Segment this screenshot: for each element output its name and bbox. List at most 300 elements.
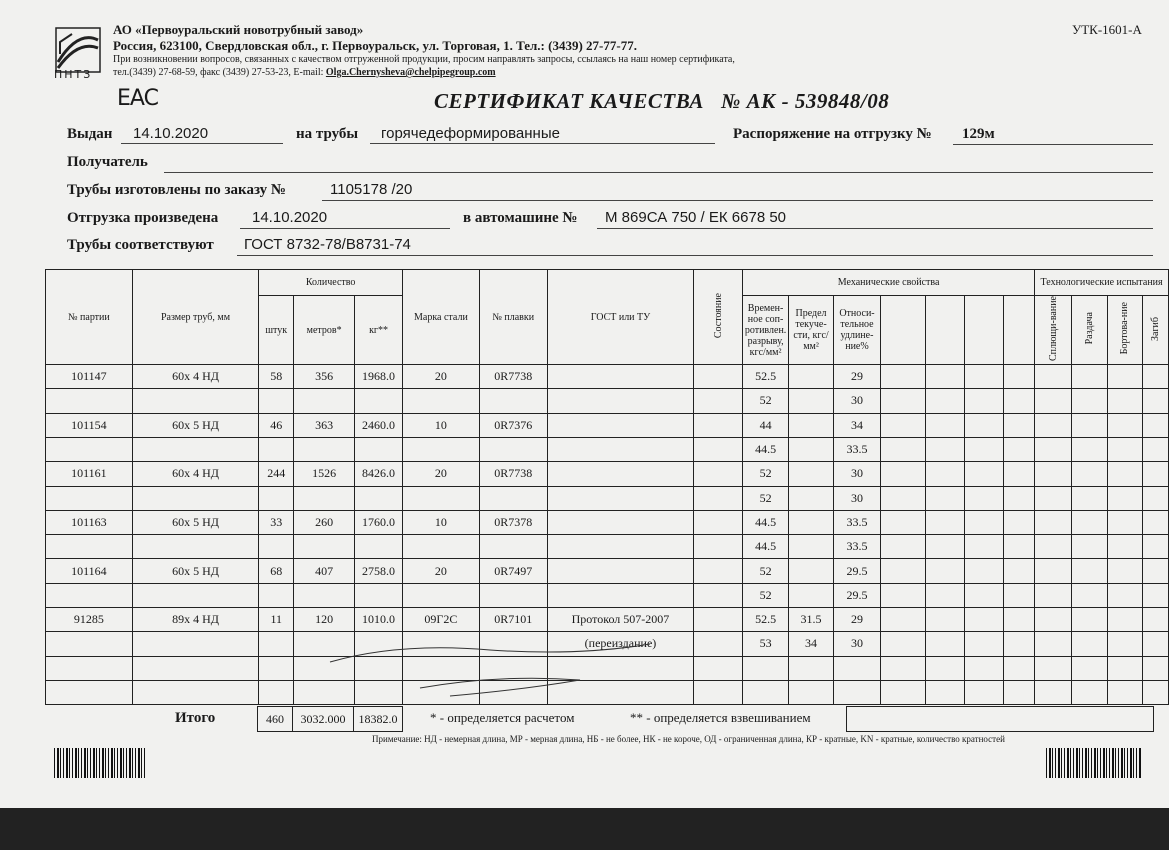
- cell-empty: [1107, 510, 1142, 534]
- cell-state: [694, 535, 743, 559]
- cell-gost: (переиздание): [547, 632, 694, 656]
- made-label: Трубы изготовлены по заказу №: [67, 182, 287, 198]
- truck-label: в автомашине №: [463, 210, 578, 226]
- cell-empty: [1072, 510, 1108, 534]
- cell-size: 60х 5 НД: [132, 559, 259, 583]
- cell-empty: [1142, 389, 1168, 413]
- cell-y: [789, 583, 834, 607]
- cell-e: [834, 680, 881, 704]
- cell-e: 30: [834, 632, 881, 656]
- cell-pcs: [259, 632, 294, 656]
- cell-empty: [925, 559, 964, 583]
- cell-empty: [964, 583, 1004, 607]
- recipient-label: Получатель: [67, 154, 148, 170]
- cell-empty: [880, 510, 925, 534]
- cell-empty: [1072, 583, 1108, 607]
- cell-empty: [1142, 510, 1168, 534]
- col-steel: Марка стали: [403, 270, 480, 365]
- cell-steel: [403, 583, 480, 607]
- cell-size: 60х 5 НД: [132, 413, 259, 437]
- cell-pcs: [259, 389, 294, 413]
- cell-batch: [46, 583, 133, 607]
- footnote: Примечание: НД - немерная длина, МР - мерная длина, НБ - не более, НК - не короче, ОД - ограниченная длина, КР - кратные, KN - кратные, количество кратностей: [372, 734, 1005, 744]
- cell-pcs: 11: [259, 608, 294, 632]
- cell-empty: [1107, 656, 1142, 680]
- barcode-left-icon: [54, 748, 146, 778]
- cell-empty: [1072, 608, 1108, 632]
- cell-empty: [1107, 680, 1142, 704]
- cell-empty: [964, 559, 1004, 583]
- cell-empty: [1035, 462, 1072, 486]
- cell-empty: [925, 608, 964, 632]
- cell-empty: [1035, 535, 1072, 559]
- expand-text: Раздача: [1084, 312, 1096, 345]
- cell-batch: [46, 656, 133, 680]
- cell-heat: 0R7378: [479, 510, 547, 534]
- col-batch: № партии: [46, 270, 133, 365]
- col-mech: Механические свойства: [743, 270, 1035, 296]
- order-label: Распоряжение на отгрузку №: [733, 126, 932, 142]
- flange-text: Бортова-ние: [1119, 302, 1131, 355]
- table-row: [46, 583, 1169, 607]
- eac-mark-icon: EAC: [117, 86, 158, 111]
- cell-t: 52: [743, 389, 789, 413]
- col-heat: № плавки: [479, 270, 547, 365]
- cert-no-label: № АК -: [721, 89, 790, 113]
- cell-gost: [547, 510, 694, 534]
- cell-e: 30: [834, 462, 881, 486]
- cell-empty: [964, 632, 1004, 656]
- cell-t: 52: [743, 486, 789, 510]
- cell-gost: Протокол 507-2007: [547, 608, 694, 632]
- cell-empty: [1072, 365, 1108, 389]
- cell-empty: [964, 486, 1004, 510]
- cell-empty: [925, 365, 964, 389]
- cell-t: 44: [743, 413, 789, 437]
- col-tech: Технологические испытания: [1035, 270, 1169, 296]
- cell-t: 52: [743, 462, 789, 486]
- cell-state: [694, 486, 743, 510]
- cell-empty: [880, 656, 925, 680]
- cell-empty: [1107, 462, 1142, 486]
- cell-kg: 1760.0: [355, 510, 403, 534]
- cell-empty: [1004, 462, 1035, 486]
- shipped-label: Отгрузка произведена: [67, 210, 219, 226]
- company-name: АО «Первоуральский новотрубный завод»: [113, 22, 364, 37]
- cell-y: [789, 680, 834, 704]
- cell-steel: [403, 535, 480, 559]
- cell-steel: 20: [403, 559, 480, 583]
- col-gost: ГОСТ или ТУ: [547, 270, 694, 365]
- cell-y: [789, 365, 834, 389]
- table-row: [46, 413, 1169, 437]
- col-tensile: Времен-ное соп-ротивлен. разрыву, кгс/мм²: [743, 296, 789, 365]
- cell-empty: [1142, 583, 1168, 607]
- cell-t: 44.5: [743, 510, 789, 534]
- cell-empty: [964, 535, 1004, 559]
- cell-kg: 8426.0: [355, 462, 403, 486]
- cell-m: 407: [294, 559, 355, 583]
- cell-steel: [403, 486, 480, 510]
- cell-empty: [880, 559, 925, 583]
- cell-empty: [1142, 680, 1168, 704]
- table-row: [46, 365, 1169, 389]
- totals-empty-box: [846, 706, 1154, 732]
- cell-empty: [1035, 389, 1072, 413]
- cell-empty: [1004, 365, 1035, 389]
- cell-empty: [1142, 462, 1168, 486]
- cell-steel: 10: [403, 510, 480, 534]
- col-flange: [1107, 296, 1142, 365]
- cell-steel: 20: [403, 365, 480, 389]
- cell-empty: [964, 656, 1004, 680]
- cell-gost: [547, 389, 694, 413]
- form-code: УТК-1601-А: [1072, 22, 1142, 37]
- cell-batch: 101161: [46, 462, 133, 486]
- cell-empty: [1004, 535, 1035, 559]
- cell-size: 60х 4 НД: [132, 365, 259, 389]
- col-kg: кг**: [355, 296, 403, 365]
- cell-empty: [964, 389, 1004, 413]
- cell-empty: [1004, 510, 1035, 534]
- cell-t: 52: [743, 583, 789, 607]
- cell-empty: [1004, 680, 1035, 704]
- cell-batch: [46, 389, 133, 413]
- cell-gost: [547, 365, 694, 389]
- cell-batch: 101164: [46, 559, 133, 583]
- cell-empty: [964, 462, 1004, 486]
- cell-kg: 2460.0: [355, 413, 403, 437]
- cell-empty: [1107, 632, 1142, 656]
- cell-empty: [1035, 632, 1072, 656]
- cell-m: [294, 389, 355, 413]
- cell-m: [294, 535, 355, 559]
- order-code: 1105178 /20: [330, 181, 413, 198]
- total-meters: 3032.000: [292, 706, 354, 732]
- cell-batch: 101154: [46, 413, 133, 437]
- cell-empty: [925, 535, 964, 559]
- logo-text: ПНТЗ: [54, 68, 93, 81]
- cell-empty: [1004, 389, 1035, 413]
- cell-empty: [925, 413, 964, 437]
- cell-empty: [1142, 632, 1168, 656]
- cell-kg: 2758.0: [355, 559, 403, 583]
- cell-size: [132, 389, 259, 413]
- cell-empty: [925, 680, 964, 704]
- cell-empty: [1142, 486, 1168, 510]
- cell-empty: [925, 632, 964, 656]
- cell-heat: [479, 437, 547, 461]
- cell-empty: [1004, 413, 1035, 437]
- cell-heat: 0R7738: [479, 365, 547, 389]
- cell-empty: [1107, 437, 1142, 461]
- conform-standard: ГОСТ 8732-78/В8731-74: [244, 236, 411, 253]
- truck-number: М 869СА 750 / ЕК 6678 50: [605, 209, 787, 226]
- cell-empty: [1035, 656, 1072, 680]
- cell-empty: [1107, 608, 1142, 632]
- table-row: [46, 437, 1169, 461]
- cell-heat: [479, 583, 547, 607]
- cell-gost: [547, 437, 694, 461]
- cell-gost: [547, 462, 694, 486]
- cell-kg: [355, 535, 403, 559]
- cell-y: [789, 656, 834, 680]
- cell-state: [694, 413, 743, 437]
- cell-m: 1526: [294, 462, 355, 486]
- cell-y: 31.5: [789, 608, 834, 632]
- cell-gost: [547, 413, 694, 437]
- scan-background: [0, 808, 1169, 850]
- cell-empty: [880, 680, 925, 704]
- cell-m: 363: [294, 413, 355, 437]
- cell-t: 44.5: [743, 437, 789, 461]
- cell-empty: [1072, 680, 1108, 704]
- cell-t: [743, 656, 789, 680]
- cell-empty: [1072, 413, 1108, 437]
- cell-empty: [1072, 462, 1108, 486]
- issued-date: 14.10.2020: [133, 125, 209, 142]
- table-row: [46, 559, 1169, 583]
- cell-heat: 0R7376: [479, 413, 547, 437]
- cell-empty: [1072, 656, 1108, 680]
- cell-heat: 0R7101: [479, 608, 547, 632]
- barcode-right-icon: [1046, 748, 1142, 778]
- cell-state: [694, 608, 743, 632]
- cell-pcs: 68: [259, 559, 294, 583]
- col-size: Размер труб, мм: [132, 270, 259, 365]
- cell-empty: [880, 535, 925, 559]
- cell-pcs: [259, 656, 294, 680]
- cell-empty: [1035, 365, 1072, 389]
- cell-size: 89х 4 НД: [132, 608, 259, 632]
- cell-steel: 10: [403, 413, 480, 437]
- bend-text: Загиб: [1149, 316, 1161, 341]
- cert-number: 539848/08: [794, 89, 890, 113]
- cell-size: [132, 680, 259, 704]
- table-row: [46, 486, 1169, 510]
- cell-pcs: 33: [259, 510, 294, 534]
- cell-empty: [1072, 437, 1108, 461]
- cell-empty: [1035, 608, 1072, 632]
- cell-e: 34: [834, 413, 881, 437]
- cell-empty: [880, 462, 925, 486]
- certificate-title: [434, 89, 889, 114]
- cell-empty: [925, 389, 964, 413]
- cell-empty: [925, 462, 964, 486]
- pipes-type: горячедеформированные: [381, 125, 560, 142]
- cell-empty: [1142, 413, 1168, 437]
- title-text: СЕРТИФИКАТ КАЧЕСТВА: [434, 89, 704, 113]
- cell-m: 120: [294, 608, 355, 632]
- cell-empty: [964, 437, 1004, 461]
- cell-e: 30: [834, 486, 881, 510]
- cell-empty: [1004, 583, 1035, 607]
- cell-e: 33.5: [834, 535, 881, 559]
- cell-e: 33.5: [834, 510, 881, 534]
- total-kg: 18382.0: [353, 706, 403, 732]
- email-link[interactable]: Olga.Chernysheva@chelpipegroup.com: [325, 67, 496, 78]
- col-state: [694, 270, 743, 365]
- cell-empty: [1107, 486, 1142, 510]
- cell-state: [694, 583, 743, 607]
- cell-size: [132, 583, 259, 607]
- col-elong: Относи-тельное удлине-ние%: [834, 296, 881, 365]
- cell-size: [132, 535, 259, 559]
- cell-steel: 09Г2С: [403, 608, 480, 632]
- cell-gost: [547, 535, 694, 559]
- cell-batch: [46, 632, 133, 656]
- cell-empty: [1072, 535, 1108, 559]
- cell-steel: 20: [403, 462, 480, 486]
- cell-e: 29: [834, 608, 881, 632]
- col-meters: метров*: [294, 296, 355, 365]
- cell-empty: [1107, 535, 1142, 559]
- flat-text: Сплющи-вание: [1047, 296, 1059, 362]
- cell-empty: [1072, 486, 1108, 510]
- cell-empty: [880, 583, 925, 607]
- cell-empty: [925, 486, 964, 510]
- table-row: [46, 462, 1169, 486]
- cell-e: 29: [834, 365, 881, 389]
- cell-empty: [880, 413, 925, 437]
- cell-size: [132, 486, 259, 510]
- cell-heat: 0R7738: [479, 462, 547, 486]
- table-row: [46, 608, 1169, 632]
- cell-t: 52: [743, 559, 789, 583]
- cell-kg: [355, 583, 403, 607]
- cell-y: [789, 559, 834, 583]
- cell-empty: [1107, 583, 1142, 607]
- cell-heat: 0R7497: [479, 559, 547, 583]
- cell-t: 53: [743, 632, 789, 656]
- cell-empty: [1004, 656, 1035, 680]
- cell-empty: [1072, 559, 1108, 583]
- cell-y: [789, 486, 834, 510]
- cell-empty: [1142, 559, 1168, 583]
- cell-empty: [925, 583, 964, 607]
- cell-m: [294, 486, 355, 510]
- cell-steel: [403, 437, 480, 461]
- cell-pcs: 244: [259, 462, 294, 486]
- cell-size: [132, 437, 259, 461]
- conform-label: Трубы соответствуют: [67, 237, 214, 253]
- cell-empty: [1035, 486, 1072, 510]
- cell-kg: 1968.0: [355, 365, 403, 389]
- cell-y: [789, 413, 834, 437]
- cell-empty: [1072, 632, 1108, 656]
- cell-e: 33.5: [834, 437, 881, 461]
- cell-empty: [925, 656, 964, 680]
- cell-empty: [1035, 510, 1072, 534]
- cell-state: [694, 437, 743, 461]
- cell-steel: [403, 389, 480, 413]
- cell-empty: [964, 680, 1004, 704]
- cell-state: [694, 389, 743, 413]
- cell-empty: [925, 437, 964, 461]
- contacts-line: [113, 67, 496, 78]
- note-weighed: ** - определяется взвешиванием: [630, 710, 811, 725]
- cell-empty: [1035, 680, 1072, 704]
- cell-pcs: [259, 535, 294, 559]
- cell-heat: [479, 486, 547, 510]
- cell-t: 44.5: [743, 535, 789, 559]
- cell-m: [294, 583, 355, 607]
- cell-pcs: [259, 680, 294, 704]
- cell-batch: 101147: [46, 365, 133, 389]
- cell-t: 52.5: [743, 365, 789, 389]
- cell-batch: [46, 535, 133, 559]
- cell-empty: [925, 510, 964, 534]
- cell-size: [132, 632, 259, 656]
- cell-size: 60х 4 НД: [132, 462, 259, 486]
- col-expand: [1072, 296, 1108, 365]
- cell-empty: [1004, 486, 1035, 510]
- cell-size: [132, 656, 259, 680]
- cell-state: [694, 510, 743, 534]
- cell-empty: [964, 365, 1004, 389]
- cell-y: [789, 389, 834, 413]
- cell-empty: [1004, 608, 1035, 632]
- company-address: Россия, 623100, Свердловская обл., г. Первоуральск, ул. Торговая, 1. Тел.: (3439) 27-77-77.: [113, 38, 637, 53]
- cell-empty: [880, 389, 925, 413]
- cell-empty: [1107, 365, 1142, 389]
- cell-empty: [1107, 559, 1142, 583]
- cell-empty: [880, 486, 925, 510]
- cell-e: 29.5: [834, 583, 881, 607]
- cell-batch: [46, 680, 133, 704]
- cell-empty: [964, 510, 1004, 534]
- notice-text: При возникновении вопросов, связанных с качеством отгруженной продукции, просим направлять запросы, ссылаясь на наш номер сертификата,: [113, 54, 735, 65]
- cell-empty: [880, 365, 925, 389]
- cell-batch: [46, 486, 133, 510]
- cell-empty: [1142, 437, 1168, 461]
- cell-t: [743, 680, 789, 704]
- cell-empty: [1142, 608, 1168, 632]
- cell-e: 30: [834, 389, 881, 413]
- cell-pcs: 46: [259, 413, 294, 437]
- cell-empty: [880, 632, 925, 656]
- cell-empty: [880, 437, 925, 461]
- cell-empty: [1142, 656, 1168, 680]
- col-qty: Количество: [259, 270, 403, 296]
- col-yield: Предел текуче-сти, кгс/мм²: [789, 296, 834, 365]
- table-row: [46, 510, 1169, 534]
- cell-batch: 101163: [46, 510, 133, 534]
- col-pcs: штук: [259, 296, 294, 365]
- cell-empty: [1142, 365, 1168, 389]
- pipes-label: на трубы: [296, 126, 359, 142]
- cell-empty: [1004, 437, 1035, 461]
- cell-pcs: [259, 437, 294, 461]
- cell-empty: [1035, 437, 1072, 461]
- issued-label: Выдан: [67, 126, 113, 142]
- table-row: [46, 535, 1169, 559]
- cell-e: 29.5: [834, 559, 881, 583]
- shipped-date: 14.10.2020: [252, 209, 328, 226]
- cell-y: [789, 462, 834, 486]
- cell-y: [789, 535, 834, 559]
- cell-empty: [1107, 413, 1142, 437]
- cell-batch: [46, 437, 133, 461]
- cell-gost: [547, 559, 694, 583]
- signature-icon: [320, 640, 720, 700]
- state-text: Состояние: [712, 292, 724, 339]
- cell-m: [294, 437, 355, 461]
- cell-size: 60х 5 НД: [132, 510, 259, 534]
- cell-empty: [1072, 389, 1108, 413]
- cell-empty: [1004, 559, 1035, 583]
- cell-state: [694, 559, 743, 583]
